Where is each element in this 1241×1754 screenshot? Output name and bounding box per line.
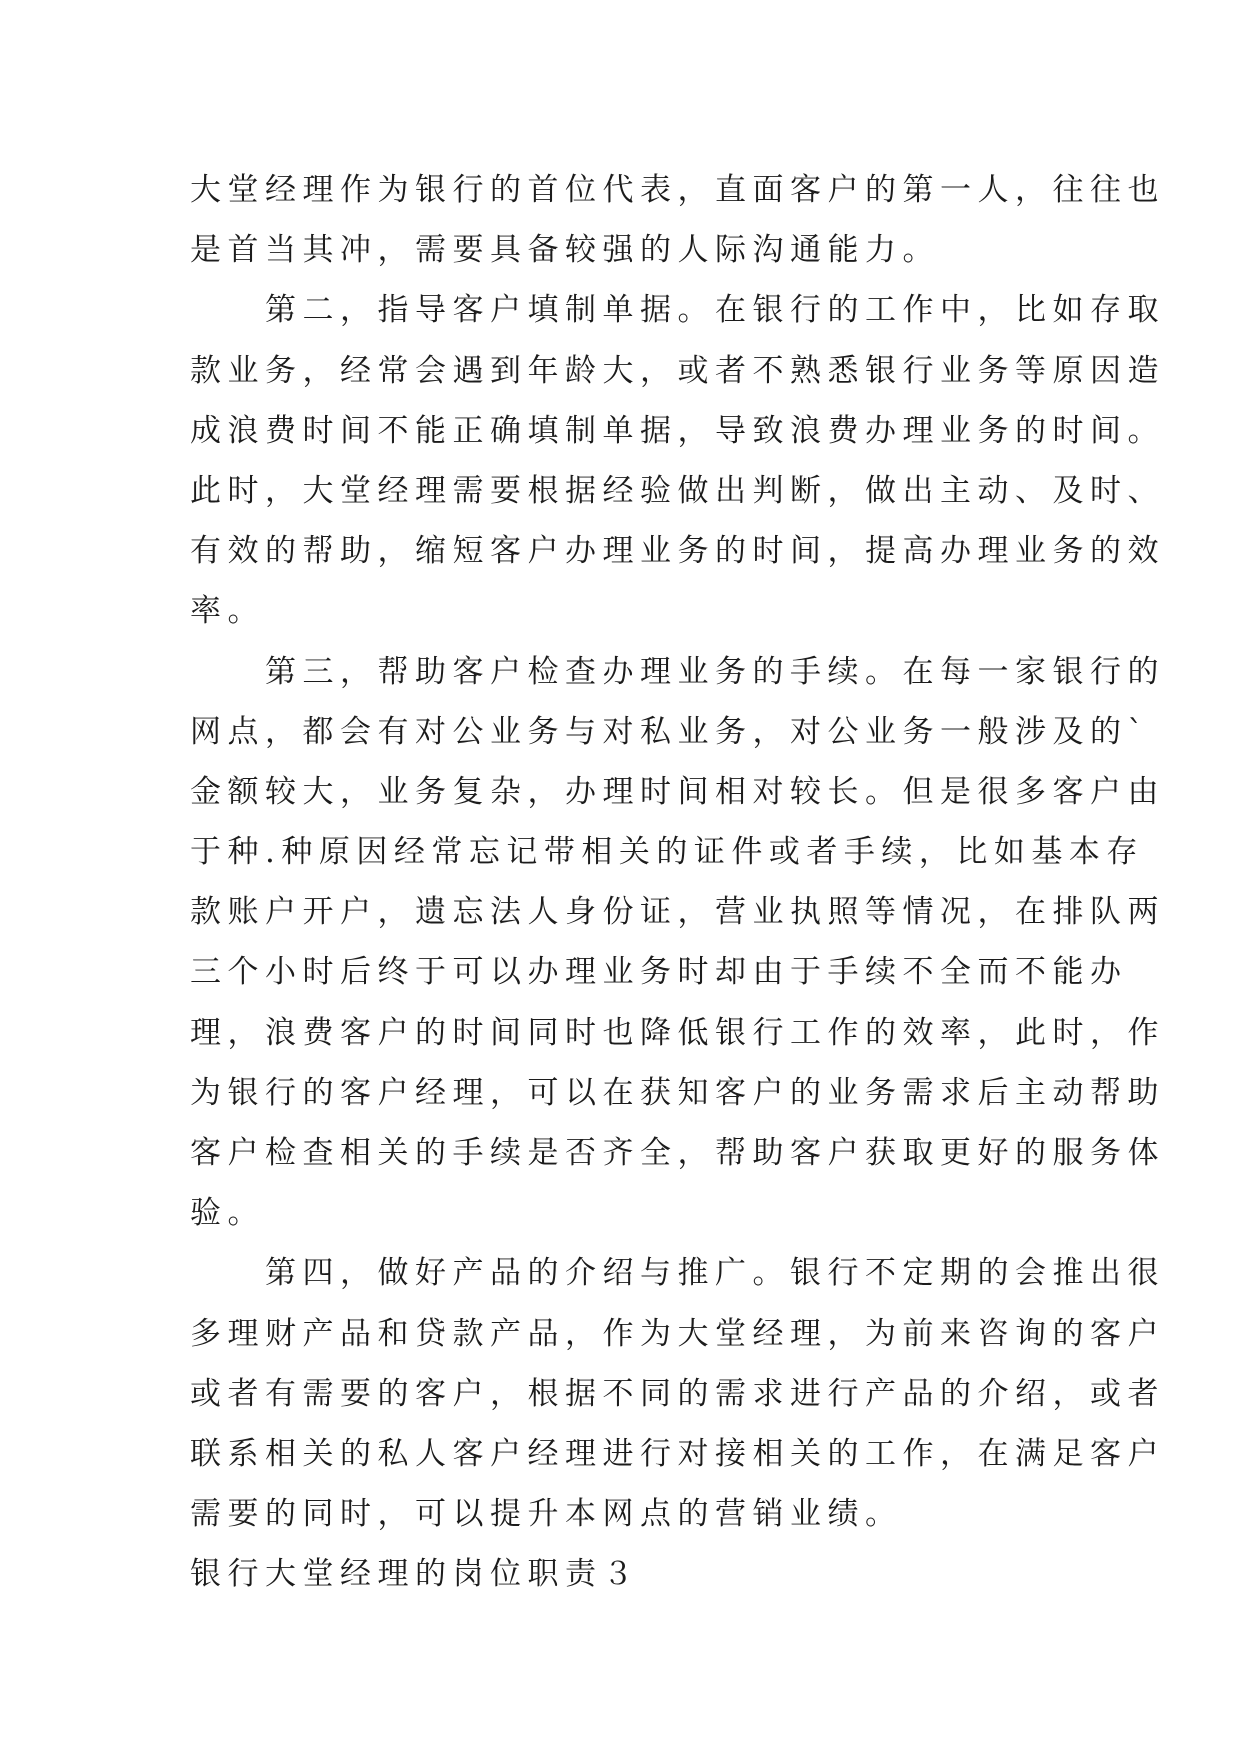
paragraph-first-line: 第四，做好产品的介绍与推广。银行不定期的会推出很	[265, 1255, 1165, 1292]
text-line: 理，浪费客户的时间同时也降低银行工作的效率，此时，作	[190, 1014, 1165, 1051]
document-body	[190, 160, 1165, 1605]
text-line: 为银行的客户经理，可以在获知客户的业务需求后主动帮助	[190, 1074, 1165, 1111]
text-line: 金额较大，业务复杂，办理时间相对较长。但是很多客户由	[190, 773, 1165, 810]
text-line: 此时，大堂经理需要根据经验做出判断，做出主动、及时、	[190, 472, 1165, 509]
text-line: 三个小时后终于可以办理业务时却由于手续不全而不能办	[190, 954, 1128, 991]
paragraph-first-line: 第二，指导客户填制单据。在银行的工作中，比如存取	[265, 292, 1165, 329]
text-line: 网点，都会有对公业务与对私业务，对公业务一般涉及的`	[190, 713, 1150, 750]
paragraph-first-line: 第三，帮助客户检查办理业务的手续。在每一家银行的	[265, 653, 1165, 690]
text-line: 联系相关的私人客户经理进行对接相关的工作，在满足客户	[190, 1435, 1165, 1472]
text-line: 成浪费时间不能正确填制单据，导致浪费办理业务的时间。	[190, 412, 1165, 449]
text-line: 款账户开户，遗忘法人身份证，营业执照等情况，在排队两	[190, 894, 1165, 931]
text-line: 需要的同时，可以提升本网点的营销业绩。	[190, 1496, 903, 1533]
text-line: 大堂经理作为银行的首位代表，直面客户的第一人，往往也	[190, 172, 1165, 208]
text-line: 款业务，经常会遇到年龄大，或者不熟悉银行业务等原因造	[190, 352, 1165, 389]
text-line: 验。	[190, 1195, 265, 1232]
text-line: 多理财产品和贷款产品，作为大堂经理，为前来咨询的客户	[190, 1315, 1165, 1352]
section-heading: 银行大堂经理的岗位职责３	[190, 1556, 640, 1593]
text-line: 于种.种原因经常忘记带相关的证件或者手续，比如基本存	[190, 834, 1144, 871]
text-line: 是首当其冲，需要具备较强的人际沟通能力。	[190, 232, 940, 269]
text-line: 或者有需要的客户，根据不同的需求进行产品的介绍，或者	[190, 1375, 1165, 1412]
text-line: 客户检查相关的手续是否齐全，帮助客户获取更好的服务体	[190, 1135, 1165, 1171]
text-line: 率。	[190, 593, 265, 630]
text-line: 有效的帮助，缩短客户办理业务的时间，提高办理业务的效	[190, 533, 1165, 570]
